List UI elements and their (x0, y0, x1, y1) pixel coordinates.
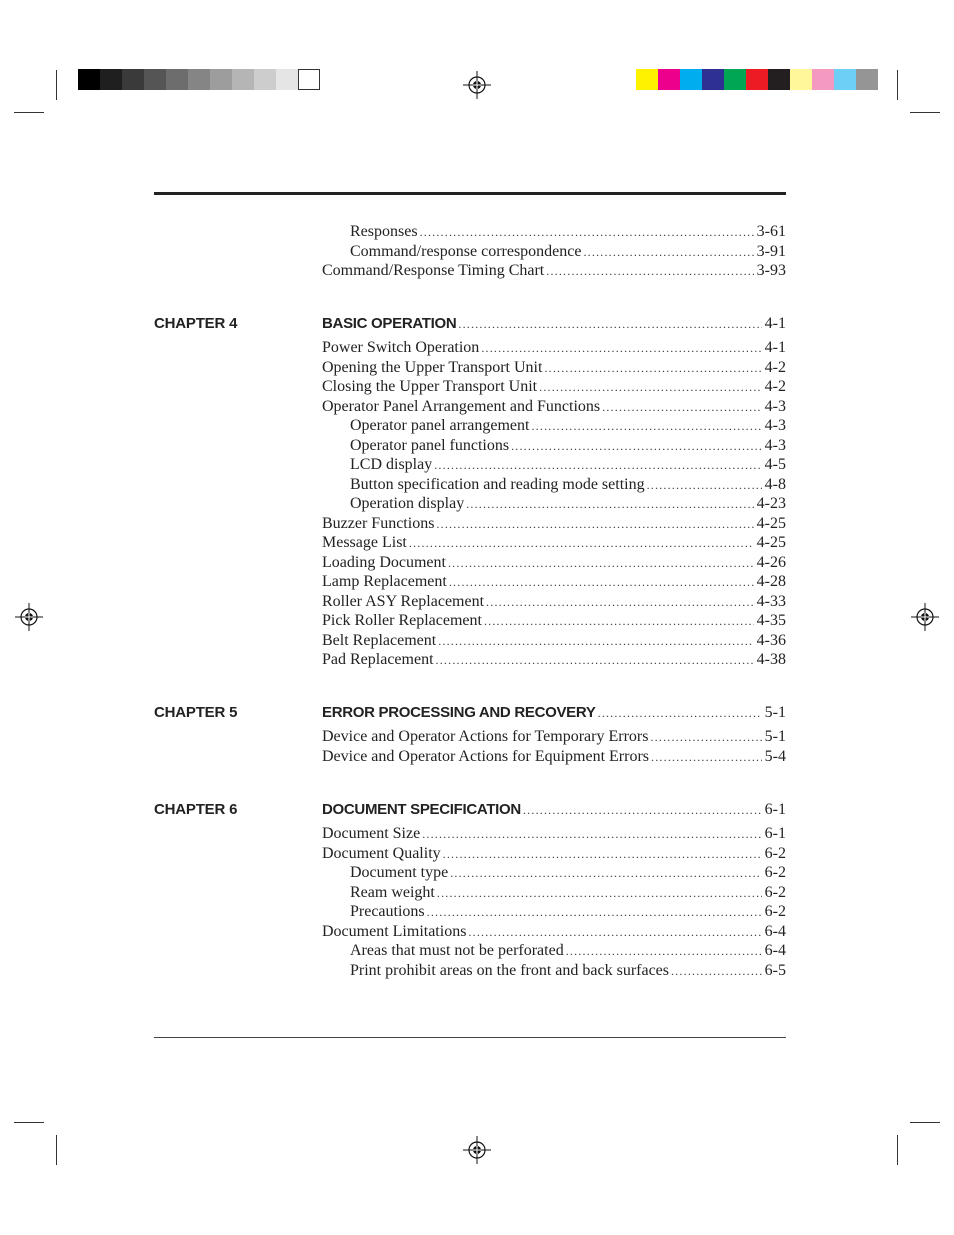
toc-entry-title: Precautions (350, 903, 425, 920)
color-swatch (834, 69, 856, 90)
footer-rule (154, 1037, 786, 1038)
dot-leader (436, 651, 754, 670)
color-swatch (768, 69, 790, 90)
color-swatch (812, 69, 834, 90)
toc-entry (350, 436, 786, 456)
dot-leader (443, 845, 762, 864)
toc-entry-title: Loading Document (322, 553, 446, 571)
dot-leader (546, 262, 753, 281)
gray-swatch (254, 69, 276, 90)
toc-entry-page: 6-2 (764, 844, 786, 862)
toc-entry-page: 6-1 (764, 801, 786, 818)
toc-entry-page: 5-4 (764, 747, 786, 765)
chapter-title-entry (322, 800, 786, 820)
toc-entry (350, 455, 786, 475)
dot-leader (650, 728, 761, 747)
toc-entry-title: Roller ASY Replacement (322, 592, 485, 610)
gray-swatch (100, 69, 122, 90)
toc-entry-page: 6-2 (764, 903, 786, 920)
header-rule (154, 192, 786, 195)
crop-mark (56, 1135, 57, 1165)
dot-leader (651, 748, 762, 767)
toc-entry-page: 3-61 (756, 223, 786, 240)
toc-entry-title: Operator panel functions (350, 436, 510, 454)
toc-entry-title: DOCUMENT SPECIFICATION (322, 801, 521, 818)
toc-entry (350, 475, 786, 495)
toc-entry-page: 5-1 (764, 704, 786, 721)
toc-entry-page: 4-26 (756, 553, 786, 571)
toc-entry (322, 261, 786, 281)
dot-leader (468, 923, 761, 942)
dot-leader (427, 903, 762, 922)
toc-entry-title: Lamp Replacement (322, 573, 447, 590)
dot-leader (437, 884, 762, 903)
dot-leader (539, 378, 762, 397)
toc-entry-page: 5-1 (764, 728, 786, 745)
dot-leader (523, 801, 762, 820)
color-swatch (856, 69, 878, 90)
gray-swatch (166, 69, 188, 90)
toc-entry (322, 592, 786, 612)
toc-entry-page: 4-25 (756, 534, 786, 551)
dot-leader (647, 476, 762, 495)
gray-swatch (78, 69, 100, 90)
color-swatch (702, 69, 724, 90)
dot-leader (458, 315, 761, 334)
toc-entry-page: 4-28 (756, 573, 786, 590)
color-swatch (724, 69, 746, 90)
registration-mark-icon (911, 603, 939, 631)
gray-swatch (210, 69, 232, 90)
toc-entry-title: Areas that must not be perforated (350, 942, 564, 959)
crop-mark (56, 70, 57, 100)
dot-leader (598, 704, 762, 723)
dot-leader (486, 593, 754, 612)
toc-entry-title: Operation display (350, 495, 465, 512)
toc-entry-page: 4-23 (756, 495, 786, 512)
crop-mark (14, 1122, 44, 1123)
dot-leader (544, 359, 761, 378)
gray-swatch (298, 69, 320, 90)
toc-entry (322, 824, 786, 844)
toc-entry (322, 922, 786, 942)
chapter-title-entry (322, 703, 786, 723)
dot-leader (450, 864, 761, 883)
dot-leader (583, 243, 753, 262)
toc-entry (322, 844, 786, 864)
gray-swatch (122, 69, 144, 90)
toc-entry (350, 863, 786, 883)
crop-mark (897, 70, 898, 100)
color-swatch (746, 69, 768, 90)
dot-leader (466, 495, 753, 514)
gray-swatch (144, 69, 166, 90)
toc-entry (350, 902, 786, 922)
chapter-label: CHAPTER 5 (154, 704, 238, 721)
toc-entry-page: 4-2 (764, 358, 786, 376)
dot-leader (434, 456, 761, 475)
registration-mark-icon (463, 71, 491, 99)
toc-entry (322, 514, 786, 534)
toc-entry (322, 747, 786, 767)
dot-leader (409, 534, 754, 553)
toc-entry-page: 4-35 (756, 612, 786, 629)
toc-entry-page: 6-4 (764, 942, 786, 959)
toc-entry-page: 4-3 (764, 417, 786, 434)
toc-entry-page: 6-2 (764, 883, 786, 901)
toc-entry (350, 941, 786, 961)
dot-leader (531, 417, 761, 436)
dot-leader (671, 962, 762, 981)
color-swatch (680, 69, 702, 90)
dot-leader (422, 825, 761, 844)
toc-entry-title: Operator Panel Arrangement and Functions (322, 397, 601, 415)
chapter-label: CHAPTER 4 (154, 315, 238, 332)
toc-entry-page: 4-38 (756, 651, 786, 668)
toc-entry (350, 222, 786, 242)
toc-entry-title: ERROR PROCESSING AND RECOVERY (322, 704, 596, 721)
toc-entry-title: Opening the Upper Transport Unit (322, 358, 543, 376)
dot-leader (449, 573, 754, 592)
toc-entry-title: Pick Roller Replacement (322, 612, 482, 629)
toc-entry (322, 553, 786, 573)
toc-entry-title: Document Limitations (322, 922, 467, 940)
toc-entry-page: 4-5 (764, 456, 786, 473)
toc-entry (350, 961, 786, 981)
toc-entry (322, 377, 786, 397)
gray-swatch (188, 69, 210, 90)
toc-entry (322, 358, 786, 378)
toc-entry (322, 727, 786, 747)
toc-entry-page: 6-4 (764, 922, 786, 940)
toc-entry-page: 6-5 (764, 961, 786, 979)
toc-entry-page: 4-8 (764, 475, 786, 493)
color-swatch (658, 69, 680, 90)
toc-entry (322, 572, 786, 592)
toc-entry (322, 533, 786, 553)
toc-entry (350, 883, 786, 903)
chapter-label: CHAPTER 6 (154, 801, 238, 818)
gray-swatch (276, 69, 298, 90)
toc-entry-page: 6-2 (764, 864, 786, 881)
toc-entry-title: Message List (322, 534, 407, 551)
toc-entry (350, 494, 786, 514)
crop-mark (910, 112, 940, 113)
toc-entry-title: BASIC OPERATION (322, 315, 457, 332)
registration-mark-icon (15, 603, 43, 631)
toc-entry-title: Document Size (322, 825, 421, 842)
crop-mark (14, 112, 44, 113)
dot-leader (436, 515, 753, 534)
toc-entry-title: Button specification and reading mode setting (350, 475, 645, 493)
toc-entry (350, 242, 786, 262)
crop-mark (897, 1135, 898, 1165)
toc-entry-page: 4-36 (756, 631, 786, 649)
toc-entry-page: 4-3 (764, 436, 786, 454)
toc-entry-title: Document type (350, 864, 449, 881)
toc-entry-title: Operator panel arrangement (350, 417, 530, 434)
toc-entry (322, 338, 786, 358)
toc-entry-title: Responses (350, 223, 418, 240)
gray-swatch (232, 69, 254, 90)
color-swatch (636, 69, 658, 90)
toc-entry (322, 650, 786, 670)
toc-entry-title: Closing the Upper Transport Unit (322, 378, 538, 395)
toc-entry-page: 4-1 (764, 339, 786, 356)
toc-entry (322, 611, 786, 631)
toc-entry (350, 416, 786, 436)
toc-entry-page: 4-25 (756, 514, 786, 532)
toc-entry-page: 4-2 (764, 378, 786, 395)
toc-entry-title: Pad Replacement (322, 651, 434, 668)
dot-leader (602, 398, 762, 417)
dot-leader (484, 612, 754, 631)
toc-entry-title: Command/Response Timing Chart (322, 262, 545, 279)
dot-leader (448, 554, 754, 573)
toc-entry-page: 6-1 (764, 825, 786, 842)
toc-entry-title: LCD display (350, 456, 433, 473)
dot-leader (481, 339, 761, 358)
toc-entry-title: Power Switch Operation (322, 339, 480, 356)
toc-entry-page: 3-93 (756, 262, 786, 279)
crop-mark (910, 1122, 940, 1123)
toc-entry-title: Buzzer Functions (322, 514, 435, 532)
registration-mark-icon (463, 1136, 491, 1164)
toc-entry-title: Command/response correspondence (350, 242, 582, 260)
toc-entry-title: Device and Operator Actions for Equipment Errors (322, 747, 650, 765)
dot-leader (511, 437, 762, 456)
toc-entry-title: Print prohibit areas on the front and back surfaces (350, 961, 670, 979)
toc-entry (322, 631, 786, 651)
toc-entry-page: 4-1 (764, 315, 786, 332)
toc-entry-page: 4-33 (756, 592, 786, 610)
dot-leader (420, 223, 754, 242)
dot-leader (438, 632, 753, 651)
toc-entry (322, 397, 786, 417)
dot-leader (566, 942, 762, 961)
toc-entry-page: 3-91 (756, 242, 786, 260)
toc-entry-title: Ream weight (350, 883, 435, 901)
toc-entry-page: 4-3 (764, 397, 786, 415)
toc-entry-title: Device and Operator Actions for Temporary Errors (322, 728, 649, 745)
chapter-title-entry (322, 314, 786, 334)
color-swatch (790, 69, 812, 90)
toc-entry-title: Document Quality (322, 844, 441, 862)
toc-entry-title: Belt Replacement (322, 631, 437, 649)
